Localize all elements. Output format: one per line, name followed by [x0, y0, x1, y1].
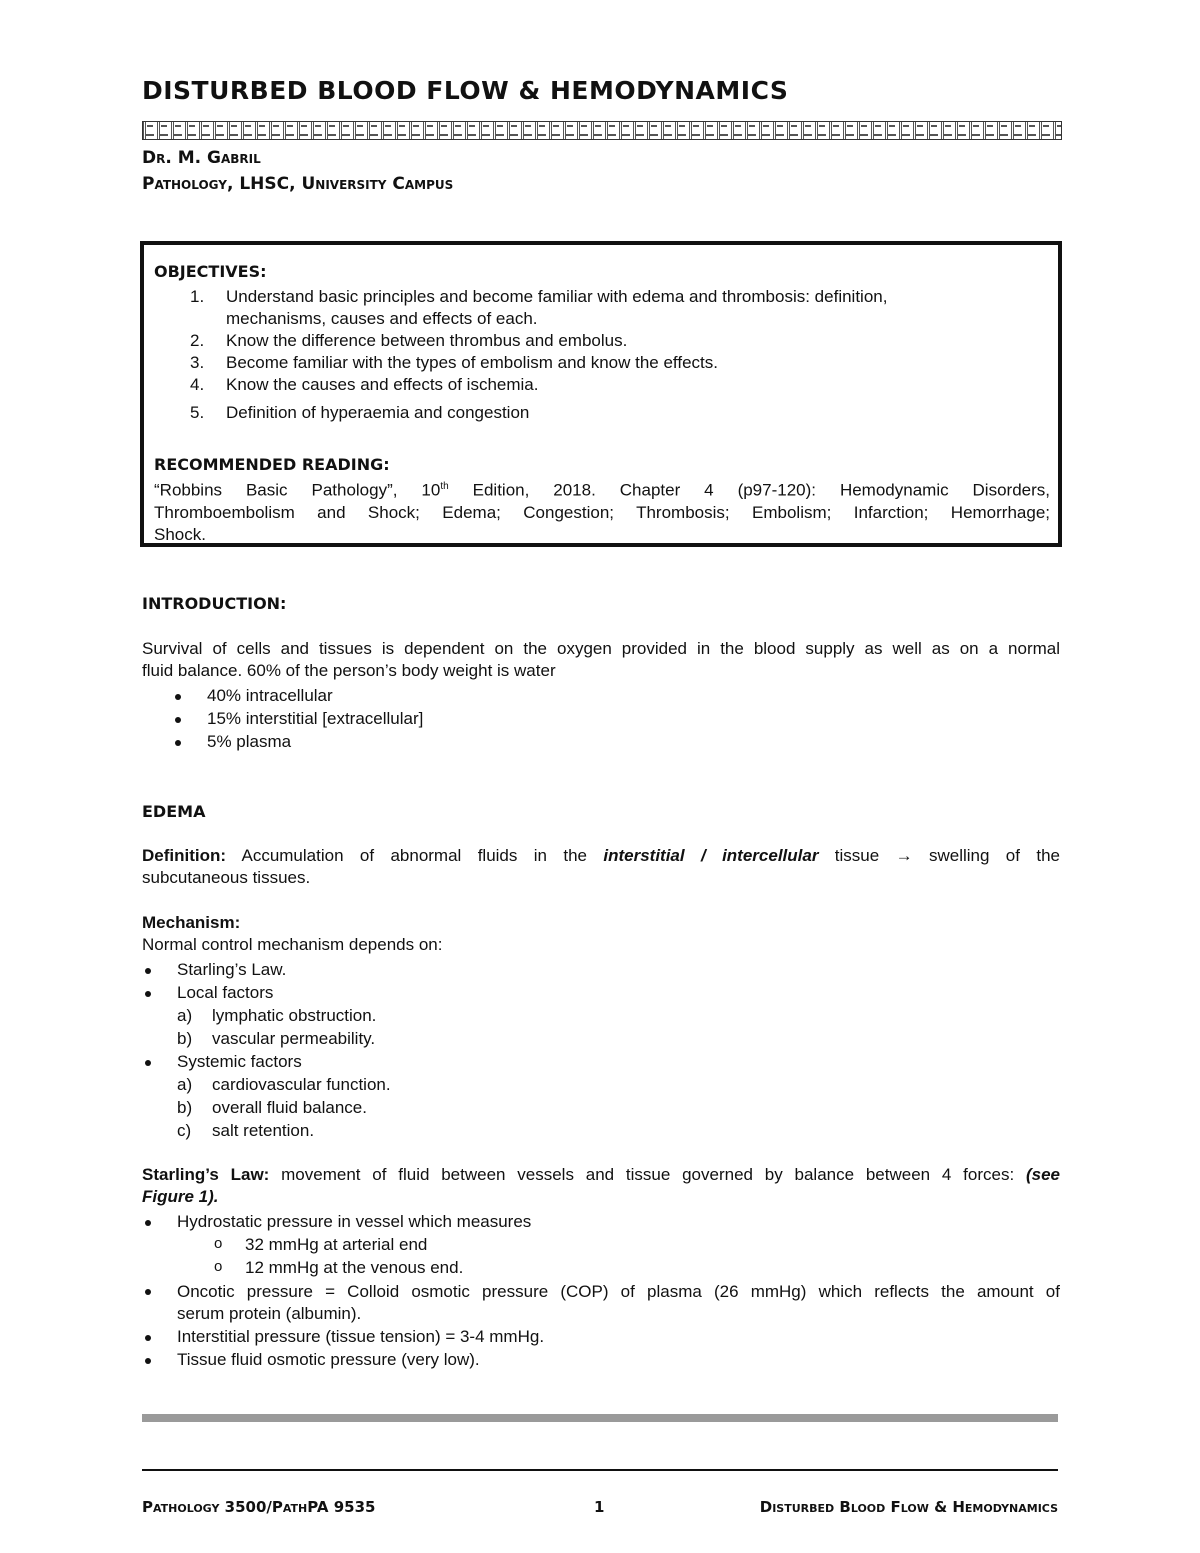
list-item-line: serum protein (albumin). — [177, 1304, 362, 1323]
intro-line: fluid balance. 60% of the person’s body weight is water — [142, 661, 556, 680]
sub-list-text: overall fluid balance. — [212, 1098, 367, 1117]
sub-list-text: 32 mmHg at arterial end — [245, 1235, 428, 1254]
objective-item — [190, 352, 1052, 374]
starling-paragraph — [142, 1164, 1060, 1208]
starling-line — [142, 1164, 1060, 1186]
reading-line — [154, 476, 1050, 502]
objective-text: Definition of hyperaemia and congestion — [226, 403, 530, 422]
superscript: th — [440, 481, 449, 492]
sub-list-marker: a) — [177, 1006, 193, 1025]
edema-heading: EDEMA — [142, 802, 206, 821]
list-item-text — [177, 1281, 1060, 1325]
list-item-text: 15% interstitial [extracellular] — [207, 709, 424, 728]
reading-edition: Edition, 2018. Chapter 4 (p97-120): Hemodynamic Disorders, — [448, 480, 1050, 500]
edema-definition — [142, 845, 1060, 889]
objective-text-cont: mechanisms, causes and effects of each. — [226, 309, 538, 328]
list-item-text: Local factors — [177, 983, 274, 1002]
greek-key-border — [142, 121, 1062, 140]
sub-list-text: lymphatic obstruction. — [212, 1006, 377, 1025]
starling-forces-list — [142, 1210, 1060, 1375]
bullet-icon — [175, 694, 181, 700]
author-affiliation: Pathology, LHSC, University Campus — [142, 174, 454, 194]
sub-list-marker: a) — [177, 1075, 193, 1094]
bullet-icon — [175, 740, 181, 746]
bullet-icon — [145, 1289, 151, 1295]
sub-list-marker: c) — [177, 1121, 192, 1140]
sub-list-marker: b) — [177, 1098, 193, 1117]
objective-text: Know the causes and effects of ischemia. — [226, 375, 539, 394]
figure-reference: (see — [1025, 1165, 1060, 1184]
reading-line: Shock. — [154, 524, 206, 544]
sub-list-item — [177, 1029, 376, 1049]
list-item-text: Systemic factors — [177, 1052, 302, 1071]
mechanism-intro: Normal control mechanism depends on: — [142, 935, 443, 954]
introduction-paragraph — [142, 638, 1060, 682]
list-item-text: 40% intracellular — [207, 686, 333, 705]
sub-list-item — [177, 1006, 377, 1026]
gray-divider — [142, 1414, 1058, 1422]
objective-item — [190, 374, 1052, 396]
figure-reference: Figure 1). — [142, 1187, 219, 1206]
sub-list-marker: b) — [177, 1029, 193, 1048]
list-item-text: Hydrostatic pressure in vessel which measures — [177, 1212, 532, 1231]
objective-number: 3. — [190, 353, 205, 372]
starling-text: movement of fluid between vessels and tissue governed by balance between 4 forces: — [269, 1165, 1015, 1184]
objective-item — [190, 402, 1052, 424]
greek-key-pattern-top — [143, 125, 1061, 127]
sub-list-text: 12 mmHg at the venous end. — [245, 1258, 464, 1277]
bullet-icon — [145, 1060, 151, 1066]
bullet-icon — [145, 1335, 151, 1341]
sub-list-item — [177, 1121, 315, 1141]
sub-list-text: salt retention. — [212, 1121, 315, 1140]
document-title: DISTURBED BLOOD FLOW & HEMODYNAMICS — [142, 76, 789, 105]
list-item-text: Tissue fluid osmotic pressure (very low). — [177, 1350, 480, 1369]
circle-bullet-icon: o — [214, 1235, 223, 1252]
mechanism-list — [142, 958, 742, 1148]
mechanism-label: Mechanism: — [142, 913, 241, 932]
objective-item — [190, 330, 1052, 352]
sub-list-text: vascular permeability. — [212, 1029, 376, 1048]
objective-text: Become familiar with the types of embolism and know the effects. — [226, 353, 718, 372]
objective-number: 1. — [190, 287, 205, 306]
starling-label: Starling’s Law: — [142, 1165, 270, 1184]
objective-number: 2. — [190, 331, 205, 350]
sub-list-item — [177, 1075, 391, 1095]
list-item-text: Starling’s Law. — [177, 960, 287, 979]
objective-text: Know the difference between thrombus and embolus. — [226, 331, 628, 350]
circle-bullet-icon: o — [214, 1258, 223, 1275]
introduction-heading: INTRODUCTION: — [142, 594, 287, 613]
greek-key-pattern-bottom — [143, 134, 1061, 136]
reading-line: Thromboembolism and Shock; Edema; Congestion; Thrombosis; Embolism; Infarction; Hemorrhage; — [154, 502, 1050, 522]
bullet-icon — [145, 1358, 151, 1364]
bullet-icon — [175, 717, 181, 723]
reading-text — [154, 476, 1050, 546]
reading-heading: RECOMMENDED READING: — [154, 455, 390, 474]
sub-list-text: cardiovascular function. — [212, 1075, 391, 1094]
water-distribution-list — [142, 684, 542, 754]
footer-title: Disturbed Blood Flow & Hemodynamics — [759, 1498, 1058, 1516]
intro-line: Survival of cells and tissues is dependent on the oxygen provided in the blood supply as well as on a normal — [142, 639, 1060, 658]
objective-item — [190, 286, 1052, 330]
definition-text: Accumulation of abnormal fluids in the — [226, 846, 604, 865]
objective-number: 4. — [190, 375, 205, 394]
objective-text: Understand basic principles and become familiar with edema and thrombosis: definition, — [226, 287, 888, 306]
reading-citation: “Robbins Basic Pathology”, 10 — [154, 480, 441, 500]
definition-line — [142, 845, 1060, 867]
bullet-icon — [145, 1220, 151, 1226]
bullet-icon — [145, 991, 151, 997]
objectives-box — [140, 241, 1062, 547]
list-item-line: Oncotic pressure = Colloid osmotic pressure (COP) of plasma (26 mmHg) which reflects the amount of — [177, 1282, 1060, 1301]
sub-list-item — [177, 1098, 367, 1118]
page-number: 1 — [594, 1498, 605, 1516]
footer-course: Pathology 3500/PathPA 9535 — [142, 1498, 376, 1516]
bullet-icon — [145, 968, 151, 974]
list-item-text: 5% plasma — [207, 732, 292, 751]
objective-number: 5. — [190, 403, 205, 422]
mechanism-section — [142, 912, 1060, 956]
definition-line: subcutaneous tissues. — [142, 868, 311, 887]
definition-label: Definition: — [142, 846, 227, 865]
definition-text: tissue → swelling of the — [818, 846, 1060, 865]
footer-rule — [142, 1469, 1058, 1471]
author-name: Dr. M. Gabril — [142, 148, 261, 168]
list-item-text: Interstitial pressure (tissue tension) = 3-4 mmHg. — [177, 1327, 545, 1346]
definition-emphasis: interstitial / intercellular — [603, 846, 819, 865]
objectives-heading: OBJECTIVES: — [154, 262, 267, 281]
